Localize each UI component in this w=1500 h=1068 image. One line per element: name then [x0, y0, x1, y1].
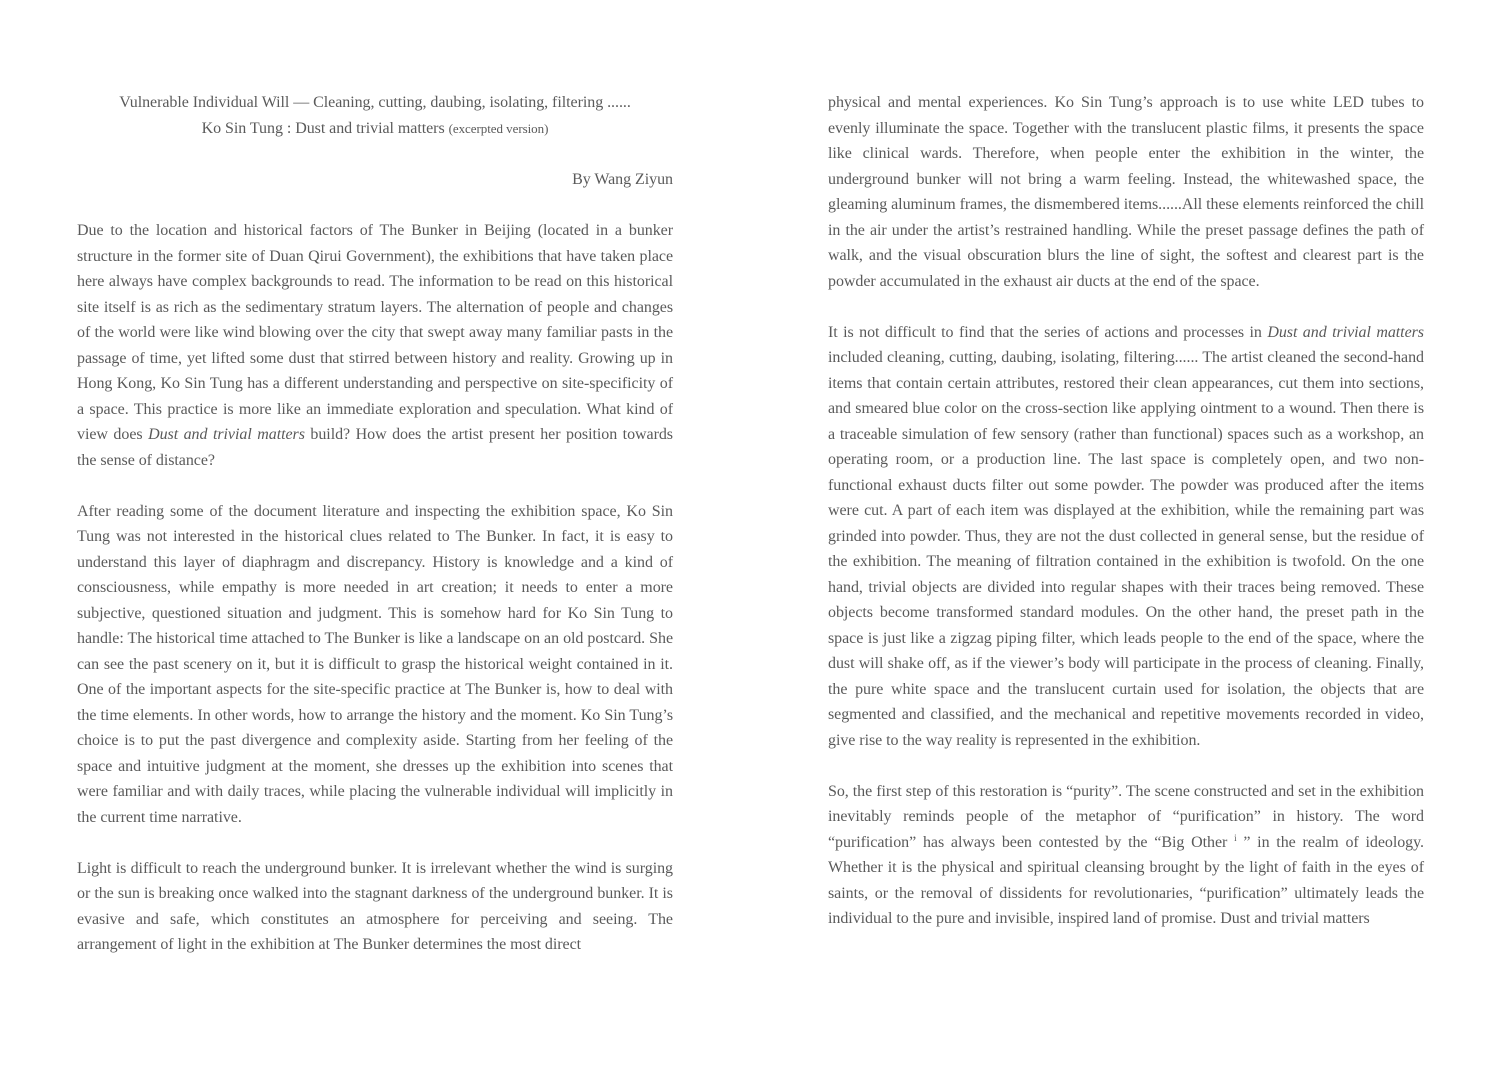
- article-title: [77, 90, 673, 142]
- right-p2-text-b: included cleaning, cutting, daubing, isolating, filtering...... The artist cleaned the second-hand items that contain certain attributes, restored their clean appearances, cut them into sections, and smeared blue color on the cross-section like applying ointment to a wound. Then there is a traceable simulation of few sensory (rather than functional) spaces such as a workshop, an operating room, or a production line. The last space is completely open, and two non-functional exhaust ducts filter out some powder. The powder was produced after the items were cut. A part of each item was displayed at the exhibition, while the remaining part was grinded into powder. Thus, they are not the dust collected in general sense, but the residue of the exhibition. The meaning of filtration contained in the exhibition is twofold. On the one hand, trivial objects are divided into regular shapes with their traces being removed. These objects become transformed standard modules. On the other hand, the preset path in the space is just like a zigzag piping filter, which leads people to the end of the space, where the dust will shake off, as if the viewer’s body will participate in the process of cleaning. Finally, the pure white space and the translucent curtain used for isolation, the objects that are segmented and classified, and the mechanical and repetitive movements recorded in video, give rise to the way reality is represented in the exhibition.: [828, 349, 1424, 749]
- right-page: [750, 0, 1500, 1068]
- left-p1-text-a: Due to the location and historical factors of The Bunker in Beijing (located in a bunker structure in the former site of Duan Qirui Government), the exhibitions that have taken place here always have complex backgrounds to read. The information to be read on this historical site itself is as rich as the sedimentary stratum layers. The alternation of people and changes of the world were like wind blowing over the city that swept away many familiar pasts in the passage of time, yet lifted some dust that stirred between history and reality. Growing up in Hong Kong, Ko Sin Tung has a different understanding and perspective on site-specificity of a space. This practice is more like an immediate exploration and speculation. What kind of view does: [77, 222, 673, 443]
- left-p1-text-b: build? How does the artist present her position towards the sense of distance?: [77, 426, 673, 469]
- title-main: Ko Sin Tung : Dust and trivial matters: [201, 120, 449, 137]
- right-p3-text-a: So, the first step of this restoration is “purity”. The scene constructed and set in the exhibition inevitably reminds people of the metaphor of “purification” in history. The word “purification” has always been contested by the “Big Other: [828, 782, 1424, 851]
- right-p3-text-b: ” in the realm of ideology. Whether it is the physical and spiritual cleansing brought by the light of faith in the eyes of saints, or the removal of dissidents for revolutionaries, “purification” ultimately leads the individual to the pure and invisible, inspired land of promise. Dust and trivial matters: [828, 833, 1424, 927]
- right-paragraph-2: [828, 320, 1424, 754]
- title-line-1: Vulnerable Individual Will — Cleaning, cutting, daubing, isolating, filtering ......: [119, 94, 631, 111]
- title-note: (excerpted version): [448, 121, 549, 136]
- title-line-2: [77, 116, 673, 142]
- footnote-marker: i: [1234, 832, 1237, 843]
- right-paragraph-3: [828, 779, 1424, 932]
- left-column: [77, 90, 673, 958]
- right-paragraph-1: physical and mental experiences. Ko Sin Tung’s approach is to use white LED tubes to evenly illuminate the space. Together with the translucent plastic films, it presents the space like clinical wards. Therefore, when people enter the exhibition in the winter, the underground bunker will not bring a warm feeling. Instead, the whitewashed space, the gleaming aluminum frames, the dismembered items......All these elements reinforced the chill in the air under the artist’s restrained handling. While the preset passage defines the path of walk, and the visual obscuration blurs the line of sight, the softest and clearest part is the powder accumulated in the exhaust air ducts at the end of the space.: [828, 94, 1424, 290]
- left-paragraph-2: After reading some of the document literature and inspecting the exhibition space, Ko Sin Tung was not interested in the historical clues related to The Bunker. In fact, it is easy to understand this layer of diaphragm and discrepancy. History is knowledge and a kind of consciousness, while empathy is more needed in art creation; it needs to enter a more subjective, questioned situation and judgment. This is somehow hard for Ko Sin Tung to handle: The historical time attached to The Bunker is like a landscape on an old postcard. She can see the past scenery on it, but it is difficult to grasp the historical weight contained in it. One of the important aspects for the site-specific practice at The Bunker is, how to deal with the time elements. In other words, how to arrange the history and the moment. Ko Sin Tung’s choice is to put the past divergence and complexity aside. Starting from her feeling of the space and intuitive judgment at the moment, she dresses up the exhibition into scenes that were familiar and with daily traces, while placing the vulnerable individual will implicitly in the current time narrative.: [77, 502, 673, 826]
- left-paragraph-1: [77, 218, 673, 473]
- left-paragraph-3: Light is difficult to reach the underground bunker. It is irrelevant whether the wind is surging or the sun is breaking once walked into the stagnant darkness of the underground bunker. It is evasive and safe, which constitutes an atmosphere for perceiving and seeing. The arrangement of light in the exhibition at The Bunker determines the most direct: [77, 859, 673, 953]
- right-column: [828, 90, 1424, 932]
- left-p1-italic: Dust and trivial matters: [148, 426, 305, 443]
- right-p2-text-a: It is not difficult to find that the series of actions and processes in: [828, 323, 1268, 341]
- byline: By Wang Ziyun: [572, 171, 673, 188]
- right-p2-italic: Dust and trivial matters: [1267, 323, 1424, 341]
